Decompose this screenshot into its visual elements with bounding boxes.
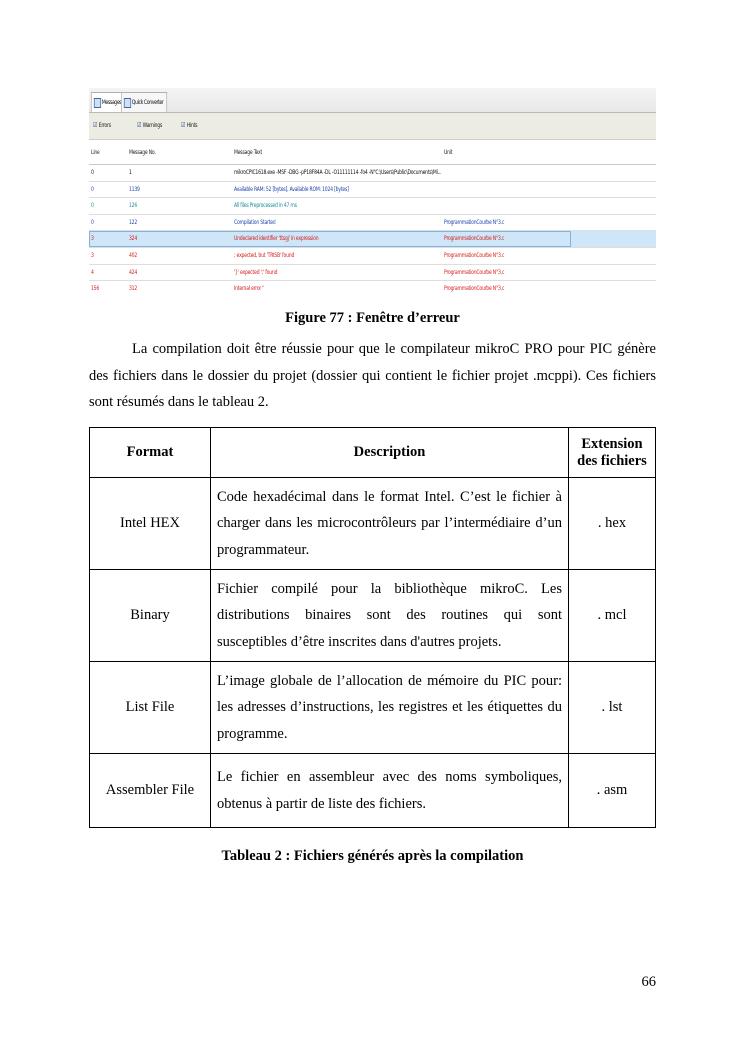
cell-extension: . asm bbox=[569, 754, 656, 828]
table-header-row bbox=[90, 428, 656, 478]
column-header-unit[interactable]: Unit bbox=[444, 148, 453, 156]
cell-extension: . mcl bbox=[569, 570, 656, 662]
table-caption: Tableau 2 : Fichiers générés après la compilation bbox=[221, 848, 524, 864]
cell-message-text: Internal error '' bbox=[234, 284, 265, 293]
check-icon: ☑ bbox=[181, 121, 186, 129]
cell-message-no: 1 bbox=[129, 168, 132, 176]
cell-unit: ProgrammationCourbe N°3.c bbox=[444, 267, 505, 276]
header-description: Description bbox=[211, 428, 569, 478]
cell-line: 156 bbox=[91, 284, 100, 293]
cell-format: Binary bbox=[90, 570, 211, 662]
cell-description: L’image globale de l’allocation de mémoire du PIC pour: les adresses d’instructions, les registres et les étiquettes du programme. bbox=[211, 662, 569, 754]
cell-message-no: 424 bbox=[129, 267, 138, 276]
message-row[interactable] bbox=[89, 248, 656, 265]
cell-message-no: 324 bbox=[129, 234, 138, 243]
cell-line: 0 bbox=[91, 168, 94, 176]
filter-errors-checkbox[interactable]: ☑Errors bbox=[93, 121, 111, 129]
cell-message-text: mikroCPIC1618.exe -MSF -DBG -pP18F84A -DL -O11111114 -fo4 -N"C:\Users\Public\Documents\Mi... bbox=[234, 168, 442, 176]
cell-message-text: All files Preprocessed in 47 ms bbox=[234, 201, 297, 210]
cell-line: 0 bbox=[91, 201, 94, 210]
figure-caption: Figure 77 : Fenêtre d’erreur bbox=[285, 310, 460, 326]
cell-line: 0 bbox=[91, 184, 94, 193]
message-filter-bar bbox=[89, 113, 656, 140]
cell-unit: ProgrammationCourbe N°3.c bbox=[444, 234, 505, 243]
cell-message-text: ; expected, but 'TRISB' found bbox=[234, 250, 295, 259]
table-row bbox=[90, 754, 656, 828]
header-format: Format bbox=[90, 428, 211, 478]
column-header-message-no[interactable]: Message No. bbox=[129, 148, 156, 156]
generated-files-table bbox=[89, 427, 656, 828]
cell-message-no: 122 bbox=[129, 217, 138, 226]
cell-message-text: Available RAM: 52 [bytes], Available ROM: 1024 [bytes] bbox=[234, 184, 349, 193]
check-icon: ☑ bbox=[137, 121, 142, 129]
cell-description: Le fichier en assembleur avec des noms symboliques, obtenus à partir de liste des fichiers. bbox=[211, 754, 569, 828]
messages-tab-bar bbox=[89, 88, 656, 113]
body-paragraph: La compilation doit être réussie pour que le compilateur mikroC PRO pour PIC génère des fichiers dans le dossier du projet (dossier qui contient le fichier projet .mcppi). Ces fichiers sont résumés dans le tableau 2. bbox=[89, 341, 656, 410]
cell-line: 0 bbox=[91, 217, 94, 226]
cell-message-no: 312 bbox=[129, 284, 138, 293]
cell-extension: . hex bbox=[569, 478, 656, 570]
column-header-message-text[interactable]: Message Text bbox=[234, 148, 263, 156]
message-row[interactable] bbox=[89, 198, 656, 215]
message-row[interactable] bbox=[89, 231, 656, 248]
cell-message-text: Compilation Started bbox=[234, 217, 276, 226]
cell-message-no: 402 bbox=[129, 250, 138, 259]
cell-description: Fichier compilé pour la bibliothèque mikroC. Les distributions binaires sont des routines qui sont susceptibles d’être inscrites dans d'autres projets. bbox=[211, 570, 569, 662]
cell-unit: ProgrammationCourbe N°3.c bbox=[444, 250, 505, 259]
cell-line: 3 bbox=[91, 234, 94, 243]
check-icon: ☑ bbox=[93, 121, 98, 129]
cell-unit: ProgrammationCourbe N°3.c bbox=[444, 217, 505, 226]
message-row[interactable] bbox=[89, 215, 656, 232]
cell-format: List File bbox=[90, 662, 211, 754]
cell-description: Code hexadécimal dans le format Intel. C’est le fichier à charger dans les microcontrôleurs par l’intermédiaire d’un programmateur. bbox=[211, 478, 569, 570]
cell-unit: ProgrammationCourbe N°3.c bbox=[444, 284, 505, 293]
column-header-line[interactable]: Line bbox=[91, 148, 100, 156]
cell-message-no: 1139 bbox=[129, 184, 140, 193]
converter-icon bbox=[124, 98, 131, 108]
table-row bbox=[90, 662, 656, 754]
messages-icon bbox=[94, 98, 101, 108]
cell-line: 4 bbox=[91, 267, 94, 276]
cell-line: 3 bbox=[91, 250, 94, 259]
filter-hints-checkbox[interactable]: ☑Hints bbox=[181, 121, 198, 129]
header-extension: Extension des fichiers bbox=[569, 428, 656, 478]
cell-message-text: '}' expected ';' found bbox=[234, 267, 278, 276]
table-row bbox=[90, 570, 656, 662]
cell-format: Intel HEX bbox=[90, 478, 211, 570]
cell-format: Assembler File bbox=[90, 754, 211, 828]
cell-extension: . lst bbox=[569, 662, 656, 754]
tab-quick-converter[interactable]: Quick Converter bbox=[121, 92, 167, 112]
filter-warnings-checkbox[interactable]: ☑Warnings bbox=[137, 121, 163, 129]
message-row[interactable] bbox=[89, 165, 656, 182]
tab-messages[interactable]: Messages bbox=[91, 92, 125, 112]
cell-message-text: Undeclared identifier 'ttsgj' in expression bbox=[234, 234, 319, 243]
message-row[interactable] bbox=[89, 281, 656, 294]
message-row[interactable] bbox=[89, 182, 656, 199]
table-row bbox=[90, 478, 656, 570]
cell-message-no: 126 bbox=[129, 201, 138, 210]
page-number: 66 bbox=[641, 974, 656, 990]
messages-window-screenshot bbox=[89, 88, 656, 294]
grid-header-row bbox=[89, 140, 656, 165]
messages-grid bbox=[89, 140, 656, 294]
message-row[interactable] bbox=[89, 265, 656, 282]
